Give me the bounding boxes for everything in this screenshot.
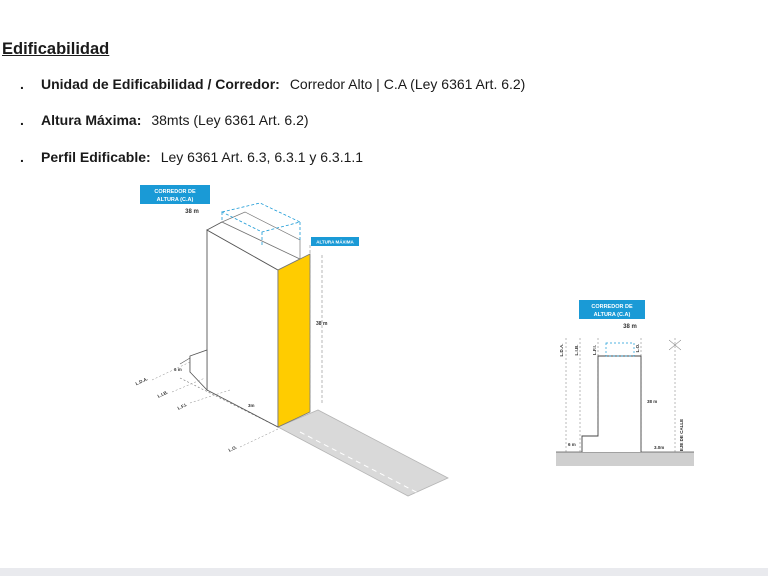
item-value: Corredor Alto | C.A (Ley 6361 Art. 6.2) bbox=[289, 76, 526, 92]
label-2d-lda: L.D.A. bbox=[559, 343, 564, 357]
label-eje-calle: EJE DE CALLE bbox=[679, 418, 684, 452]
corridor-tag-2d-line2: ALTURA (C.A) bbox=[593, 312, 631, 318]
dimension-6m: 6 m bbox=[174, 367, 182, 372]
item-label: Altura Máxima: bbox=[41, 112, 142, 128]
item-value: 38mts (Ley 6361 Art. 6.2) bbox=[151, 112, 309, 128]
setback-3m: 3m bbox=[248, 403, 255, 408]
bullet: . bbox=[20, 76, 24, 92]
max-height-tag-text: ALTURA MÁXIMA bbox=[316, 239, 354, 245]
item-label: Perfil Edificable: bbox=[41, 149, 151, 165]
height-2d-dimension: 38 m bbox=[647, 399, 658, 404]
corridor-tag-line2: ALTURA (C.A) bbox=[156, 197, 194, 203]
ground-fill bbox=[556, 452, 694, 466]
item-value: Ley 6361 Art. 6.3, 6.3.1 y 6.3.1.1 bbox=[160, 149, 364, 165]
dimension-2d-6m: 6 m bbox=[568, 442, 576, 447]
section-diagram bbox=[556, 300, 694, 466]
footer-bar bbox=[0, 568, 768, 576]
label-lda: L.D.A. bbox=[134, 376, 149, 387]
max-height-facade bbox=[278, 254, 310, 427]
corridor-2d-height: 38 m bbox=[623, 324, 637, 330]
label-lo: L.O. bbox=[227, 444, 238, 453]
label-lfi: L.F.I. bbox=[176, 402, 188, 411]
section-title: Edificabilidad bbox=[2, 40, 110, 58]
street-surface bbox=[278, 410, 448, 496]
label-2d-lfi: L.F.I. bbox=[592, 345, 597, 355]
corridor-tag-2d-line1: CORREDOR DE bbox=[591, 304, 633, 310]
height-dimension: 38 m bbox=[316, 321, 328, 327]
label-2d-lo: L.O. bbox=[635, 343, 640, 353]
building-profile bbox=[582, 356, 641, 452]
bullet: . bbox=[20, 149, 24, 165]
corridor-tag-line1: CORREDOR DE bbox=[154, 189, 196, 195]
item-label: Unidad de Edificabilidad / Corredor: bbox=[41, 76, 280, 92]
isometric-diagram bbox=[135, 185, 448, 496]
setback-2d-3m: 3.0m bbox=[654, 445, 665, 450]
label-2d-lib: L.I.B. bbox=[574, 344, 579, 356]
corridor-height: 38 m bbox=[185, 209, 199, 215]
bullet: . bbox=[20, 112, 24, 128]
label-lib: L.I.B. bbox=[156, 389, 169, 399]
